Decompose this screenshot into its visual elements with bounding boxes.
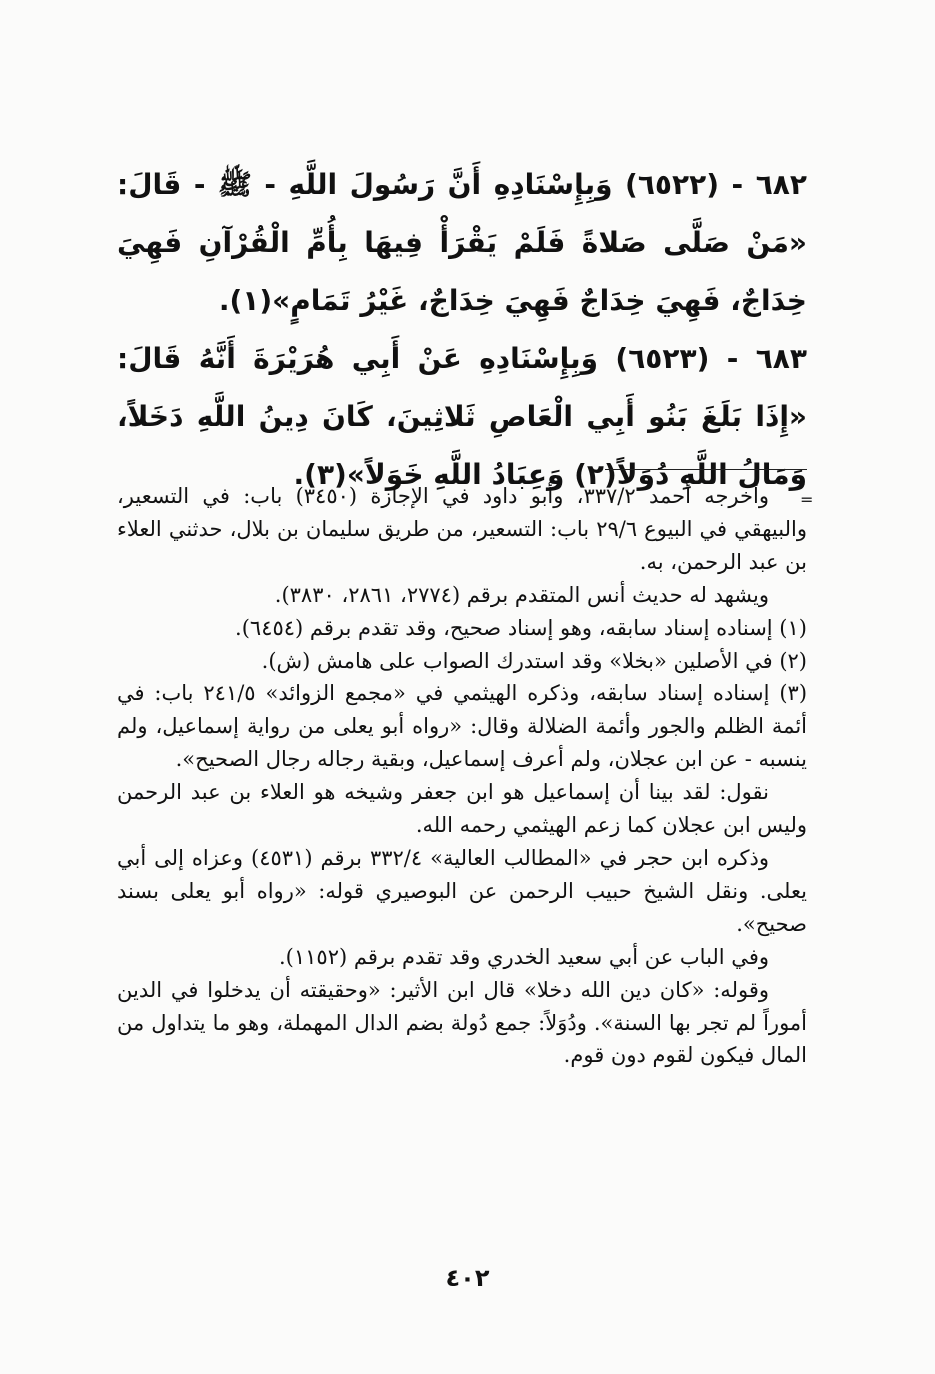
hadith-682: ٦٨٢ - (٦٥٢٢) وَبِإِسْنَادِهِ أَنَّ رَسُولَ اللَّهِ - ﷺ - قَالَ: «مَنْ صَلَّى صَلاةً فَلَمْ يَقْرَأْ فِيهَا بِأُمِّ الْقُرْآنِ فَهِيَ خِدَاجٌ، فَهِيَ خِدَاجٌ فَهِيَ خِدَاجٌ، غَيْرُ تَمَامٍ»(١).	[117, 168, 807, 317]
footnote-3: (٣) إسناده إسناد سابقه، وذكره الهيثمي في «مجمع الزوائد» ٢٤١/٥ باب: في أئمة الظلم والجور وأئمة الضلالة وقال: «رواه أبو يعلى من رواية إسماعيل، ولم ينسبه - عن ابن عجلان، ولم أعرف إسماعيل، وبقية رجاله رجال الصحيح».	[117, 681, 808, 772]
footnote-ibn-hajar: وذكره ابن حجر في «المطالب العالية» ٣٣٢/٤ برقم (٤٥٣١) وعزاه إلى أبي يعلى. ونقل الشيخ حبيب الرحمن عن البوصيري قوله: «رواه أبو يعلى بسند صحيح».	[117, 845, 807, 936]
footnote-witness: ويشهد له حديث أنس المتقدم برقم (٢٧٧٤، ٢٨٦١، ٣٨٣٠).	[274, 582, 769, 607]
footnotes	[117, 480, 807, 1072]
footnote-1: (١) إسناده إسناد سابقه، وهو إسناد صحيح، وقد تقدم برقم (٦٤٥٤).	[235, 615, 807, 640]
footnote-continuation: وأخرجه أحمد ٣٣٧/٢، وأبو داود في الإجازة (٣٤٥٠) باب: في التسعير، والبيهقي في البيوع ٢٩/٦ باب: التسعير، من طريق سليمان بن بلال، حدثني العلاء بن عبد الرحمن، به.	[117, 484, 807, 574]
footnote-gloss: وقوله: «كان دين الله دخلا» قال ابن الأثير: «وحقيقته أن يدخلوا في الدين أموراً لم تجر بها السنة». ودُوَلاً: جمع دُولة بضم الدال المهملة، وهو ما يتداول من المال فيكون لقوم دون قوم.	[117, 977, 807, 1068]
footnote-separator	[605, 469, 807, 470]
footnote-editor-remark: نقول: لقد بينا أن إسماعيل هو ابن جعفر وشيخه هو العلاء بن عبد الرحمن وليس ابن عجلان كما زعم الهيثمي رحمه الله.	[117, 780, 807, 838]
page-number: ٤٠٢	[445, 1264, 490, 1292]
hadith-683: ٦٨٣ - (٦٥٢٣) وَبِإِسْنَادِهِ عَنْ أَبِي هُرَيْرَةَ أَنَّهُ قَالَ: «إِذَا بَلَغَ بَنُو أَبِي الْعَاصِ ثَلاثِينَ، كَانَ دِينُ اللَّهِ دَخَلاً، وَمَالُ اللَّهِ دُوَلاً(٢) وَعِبَادُ اللَّهِ خَوَلاً»(٣).	[117, 342, 807, 491]
footnote-abu-said: وفي الباب عن أبي سعيد الخدري وقد تقدم برقم (١١٥٢).	[278, 944, 769, 969]
continuation-mark: =	[800, 490, 814, 509]
footnote-2: (٢) في الأصلين «بخلا» وقد استدرك الصواب على هامش (ش).	[261, 648, 807, 673]
